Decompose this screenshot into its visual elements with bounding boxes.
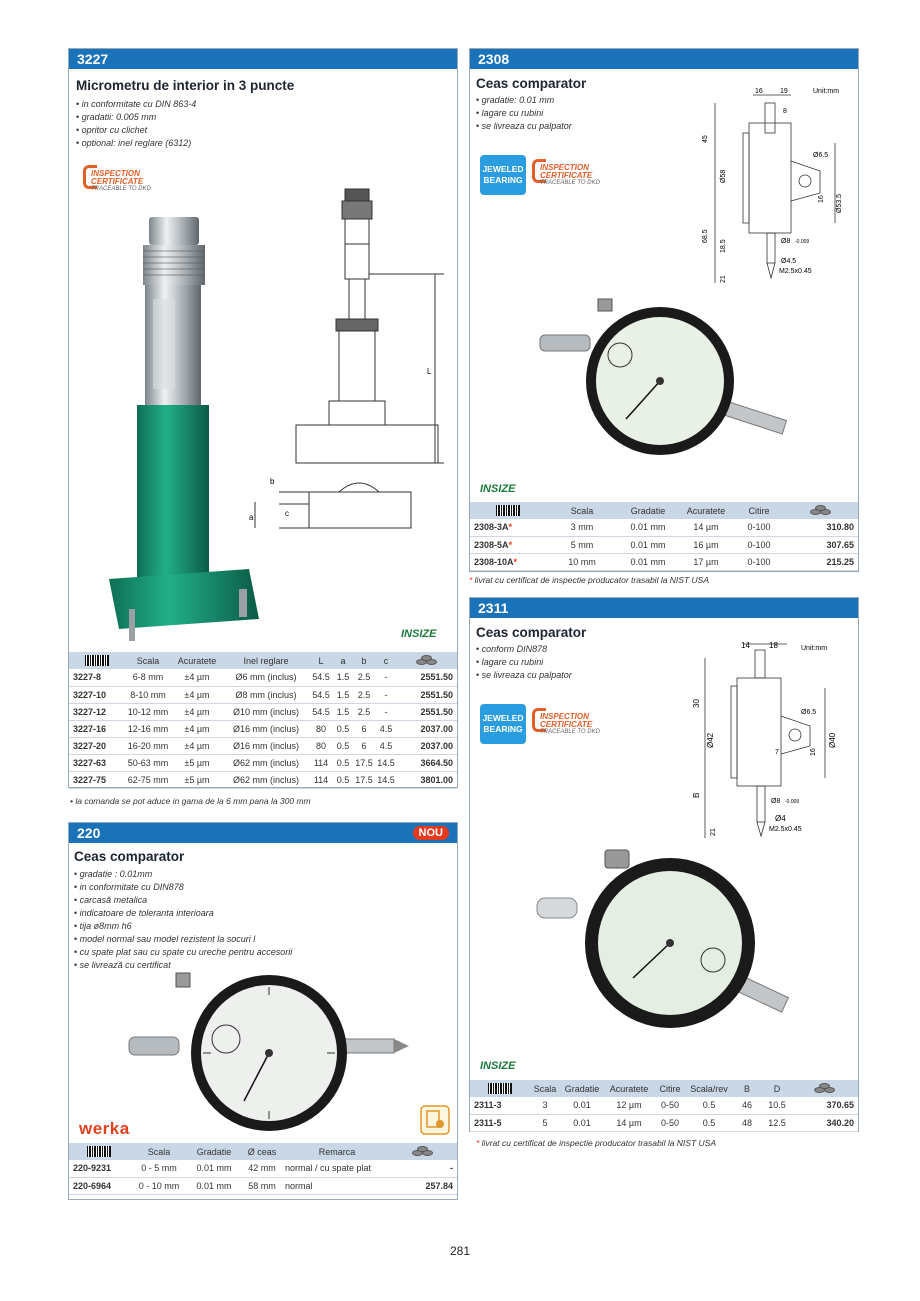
column-header: b [353,652,375,669]
svg-text:Ø40: Ø40 [828,732,837,748]
panel-3227 [68,48,458,788]
feature-item: • se livreaza cu palpator [476,120,572,133]
feature-item: • in conformitate cu DIN 863-4 [76,98,196,111]
feature-list [74,868,292,972]
svg-text:a: a [249,513,254,522]
svg-text:b: b [270,477,275,486]
feature-item: • tija ø8mm h6 [74,920,292,933]
price-coins-icon [414,655,440,666]
insize-logo: INSIZE [480,483,516,495]
svg-text:16: 16 [818,195,825,203]
dial-indicator-photo [535,848,825,1038]
svg-text:Unit:mm: Unit:mm [801,645,828,652]
column-header: Acuratete [171,652,223,669]
product-title: Ceas comparator [476,76,587,91]
panel-header [69,823,457,843]
svg-text:16: 16 [755,88,763,95]
table-row: 3227-12 10-12 mm ±4 µm Ø10 mm (inclus) 54.5 1.5 2.5 - 2551.50 [69,703,457,720]
feature-item: • lagare cu rubini [476,107,572,120]
table-row: 3227-16 12-16 mm ±4 µm Ø16 mm (inclus) 80 0.5 6 4.5 2037.00 [69,720,457,737]
product-code: 220 [77,825,101,841]
svg-text:21: 21 [710,828,717,836]
svg-text:Ø8: Ø8 [781,238,791,245]
barcode-icon [488,1083,512,1094]
svg-text:16: 16 [810,748,817,756]
inspection-certificate-badge: INSPECTION CERTIFICATE TRACEABLE TO DKD [83,165,155,195]
panel-header [470,49,858,69]
svg-text:45: 45 [702,135,709,143]
feature-list [476,94,572,133]
svg-text:14: 14 [741,641,750,650]
product-title: Micrometru de interior in 3 puncte [76,78,295,93]
product-title: Ceas comparator [74,849,185,864]
column-header: c [375,652,397,669]
column-header: Scala [530,1080,560,1097]
table-header [470,502,858,519]
feature-item: • model normal sau model rezistent la socuri l [74,933,292,946]
price-coins-icon [812,1083,838,1094]
svg-text:M2.5x0.45: M2.5x0.45 [779,268,812,275]
feature-item: • in conformitate cu DIN878 [74,881,292,894]
product-code: 3227 [77,51,109,67]
inspection-certificate-badge: INSPECTION CERTIFICATE TRACEABLE TO DKD [532,159,604,189]
column-header: Gradatie [618,502,678,519]
feature-item: • optional: inel reglare (6312) [76,137,196,150]
column-header: Citire [734,502,784,519]
feature-list [76,98,196,150]
svg-text:Ø4: Ø4 [775,814,786,823]
panel-2308 [469,48,859,572]
product-code: 2311 [478,600,509,616]
column-header: Acuratete [678,502,734,519]
feature-item: • cu spate plat sau cu spate cu ureche pentru accesorii [74,946,292,959]
svg-text:-0.009: -0.009 [795,239,810,245]
svg-text:c: c [285,509,289,518]
column-header: Scala [129,1143,189,1160]
feature-item: • conform DIN878 [476,643,572,656]
table-header [69,1143,457,1160]
svg-text:68.5: 68.5 [702,229,709,243]
barcode-icon [87,1146,111,1157]
svg-text:Ø6.5: Ø6.5 [801,709,817,716]
feature-list [476,643,572,682]
spec-table [470,1080,858,1132]
range-note: • la comanda se pot aduce in gama de la 6 mm pana la 300 mm [70,796,311,806]
table-row: 2311-5 5 0.01 14 µm 0-50 0.5 48 12.5 340.20 [470,1114,858,1131]
column-header: Scala/rev [686,1080,732,1097]
barcode-icon [496,505,520,516]
svg-text:18.5: 18.5 [720,239,727,253]
svg-text:Ø58: Ø58 [720,169,727,183]
feature-item: • gradatii: 0.005 mm [76,111,196,124]
column-header: Gradatie [189,1143,239,1160]
panel-220 [68,822,458,1200]
table-row: 3227-10 8-10 mm ±4 µm Ø8 mm (inclus) 54.5 1.5 2.5 - 2551.50 [69,686,457,703]
feature-item: • gradatie : 0.01mm [74,868,292,881]
column-header: Inel reglare [223,652,309,669]
column-header: D [762,1080,792,1097]
svg-text:19: 19 [780,88,788,95]
dial-indicator-photo [530,299,820,469]
page-number: 281 [449,1244,471,1258]
svg-text:Ø6.5: Ø6.5 [813,152,829,159]
feature-item: • opritor cu clichet [76,124,196,137]
inspection-certificate-badge: INSPECTION CERTIFICATE TRACEABLE TO DKD [532,708,604,738]
micrometer-drawing [249,184,449,544]
jeweled-bearing-badge: JEWELED BEARING [480,155,526,195]
feature-item: • lagare cu rubini [476,656,572,669]
svg-text:Ø53.5: Ø53.5 [836,193,843,213]
table-row: 220-9231 0 - 5 mm 0.01 mm 42 mm normal / cu spate plat - [69,1160,457,1177]
column-header: Scala [546,502,618,519]
table-row: 2308-10A* 10 mm 0.01 mm 17 µm 0-100 215.25 [470,553,858,570]
dial-indicator-photo [124,973,414,1133]
product-code: 2308 [478,51,510,67]
svg-text:-0.009: -0.009 [785,799,800,805]
column-header: Scala [125,652,171,669]
jeweled-bearing-badge: JEWELED BEARING [480,704,526,744]
feature-item: • carcasă metalica [74,894,292,907]
spec-table [69,1143,457,1195]
svg-text:7: 7 [775,749,779,756]
svg-text:L: L [427,367,432,376]
panel-header [470,598,858,618]
insize-logo: INSIZE [401,628,437,640]
table-row: 2308-5A* 5 mm 0.01 mm 16 µm 0-100 307.65 [470,536,858,553]
column-header: Acuratete [604,1080,654,1097]
column-header: Ø ceas [239,1143,285,1160]
svg-text:Ø4.5: Ø4.5 [781,258,797,265]
svg-text:30: 30 [692,699,701,708]
feature-item: • gradatie: 0.01 mm [476,94,572,107]
column-header: a [333,652,353,669]
column-header: Gradatie [560,1080,604,1097]
table-row: 3227-20 16-20 mm ±4 µm Ø16 mm (inclus) 80 0.5 6 4.5 2037.00 [69,737,457,754]
svg-text:21: 21 [720,275,727,283]
price-coins-icon [808,505,834,516]
nist-note: * livrat cu certificat de inspectie producator trasabil la NIST USA [476,1138,716,1148]
insize-logo: INSIZE [480,1060,516,1072]
table-row: 3227-63 50-63 mm ±5 µm Ø62 mm (inclus) 114 0.5 17.5 14.5 3664.50 [69,754,457,771]
column-header: L [309,652,333,669]
table-row: 3227-75 62-75 mm ±5 µm Ø62 mm (inclus) 114 0.5 17.5 14.5 3801.00 [69,771,457,788]
column-header: Remarca [285,1143,389,1160]
panel-header [69,49,457,69]
column-header: Citire [654,1080,686,1097]
barcode-icon [85,655,109,666]
new-badge: NOU [413,826,449,840]
table-header [69,652,457,669]
panel-2311 [469,597,859,1132]
column-header: B [732,1080,762,1097]
dial-drawing [695,83,855,303]
table-row: 3227-8 6-8 mm ±4 µm Ø6 mm (inclus) 54.5 1.5 2.5 - 2551.50 [69,669,457,686]
feature-item: • indicatoare de toleranta interioara [74,907,292,920]
feature-item: • se livreaza cu palpator [476,669,572,682]
table-header [470,1080,858,1097]
svg-text:8: 8 [783,108,787,115]
svg-text:B: B [692,792,701,798]
werka-logo: werka [79,1119,130,1138]
svg-text:Ø8: Ø8 [771,798,781,805]
product-title: Ceas comparator [476,625,587,640]
svg-text:Ø42: Ø42 [706,732,715,748]
table-row: 2311-3 3 0.01 12 µm 0-50 0.5 46 10.5 370.65 [470,1097,858,1114]
nist-note: * livrat cu certificat de inspectie producator trasabil la NIST USA [469,575,709,585]
feature-item: • se livrează cu certificat [74,959,292,972]
svg-text:M2.5x0.45: M2.5x0.45 [769,826,802,833]
table-row: 220-6964 0 - 10 mm 0.01 mm 58 mm normal 257.84 [69,1177,457,1194]
price-coins-icon [410,1146,436,1157]
spec-table [69,652,457,789]
table-row: 2308-3A* 3 mm 0.01 mm 14 µm 0-100 310.80 [470,519,858,536]
svg-text:Unit:mm: Unit:mm [813,88,840,95]
svg-text:18: 18 [769,641,778,650]
spec-table [470,502,858,571]
dial-drawing [692,638,855,848]
certificate-icon [420,1105,450,1135]
